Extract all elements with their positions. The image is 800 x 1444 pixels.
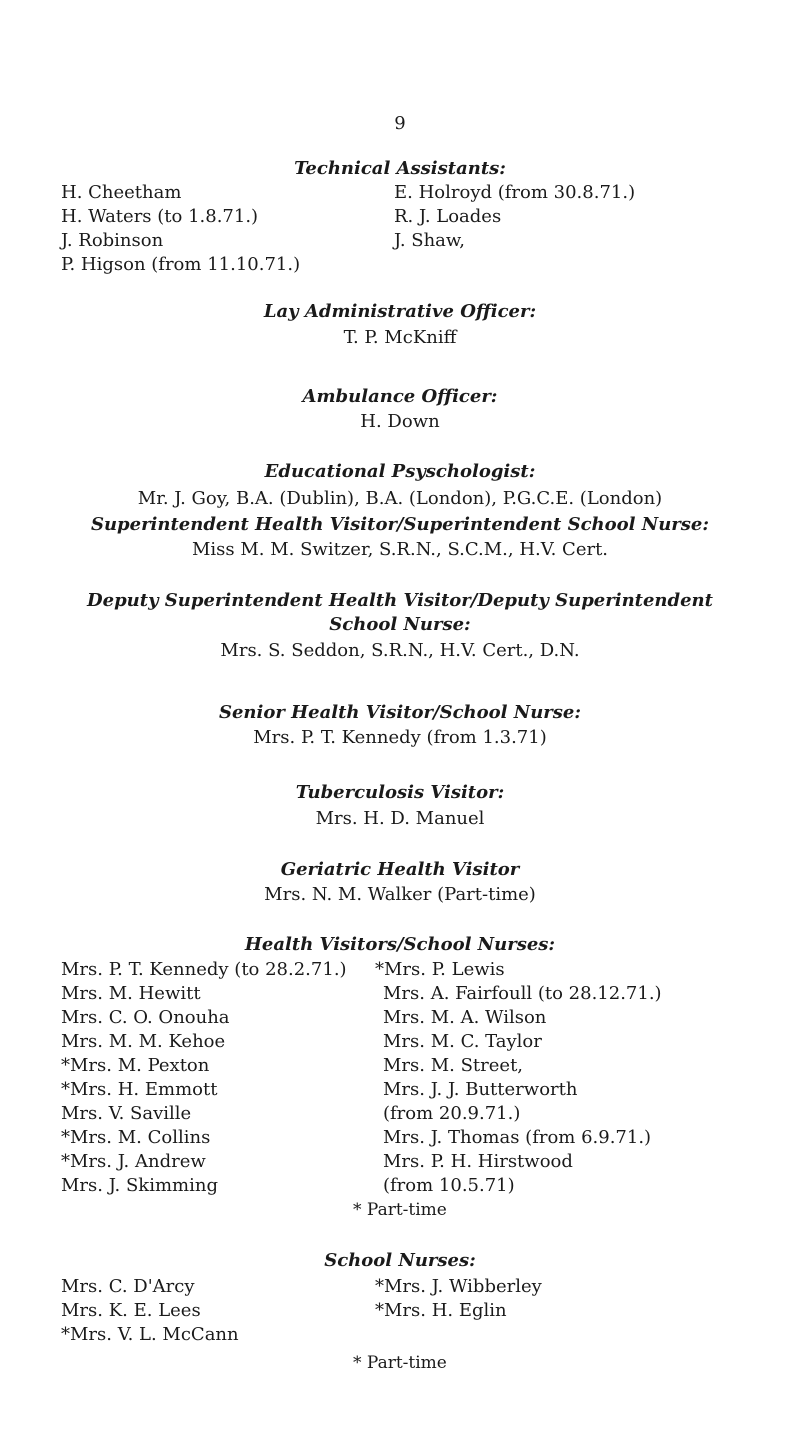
senior-name: Mrs. P. T. Kennedy (from 1.3.71) bbox=[253, 727, 547, 748]
hv-right-item: Mrs. M. C. Taylor bbox=[383, 1031, 542, 1052]
tech-left-item: J. Robinson bbox=[61, 230, 164, 251]
hv-left-item: Mrs. P. T. Kennedy (to 28.2.71.) bbox=[61, 959, 347, 980]
hv-left-item: Mrs. M. M. Kehoe bbox=[61, 1031, 226, 1052]
sn-left-item: *Mrs. V. L. McCann bbox=[61, 1324, 239, 1345]
hv-right-item: *Mrs. P. Lewis bbox=[375, 959, 505, 980]
ambulance-name: H. Down bbox=[360, 411, 440, 432]
sn-part-time-note: * Part-time bbox=[353, 1353, 447, 1373]
superintendent-heading: Superintendent Health Visitor/Superintendent School Nurse: bbox=[90, 514, 710, 535]
tech-left-item: H. Waters (to 1.8.71.) bbox=[61, 206, 259, 227]
health-visitors-heading: Health Visitors/School Nurses: bbox=[244, 934, 556, 955]
hv-left-item: Mrs. V. Saville bbox=[61, 1103, 192, 1124]
geriatric-name: Mrs. N. M. Walker (Part-time) bbox=[264, 884, 536, 905]
hv-right-item: (from 10.5.71) bbox=[383, 1175, 515, 1196]
psychologist-heading: Educational Psyschologist: bbox=[264, 461, 536, 482]
tech-right-item: J. Shaw, bbox=[394, 230, 465, 251]
page-number: 9 bbox=[394, 113, 406, 134]
deputy-heading-line1: Deputy Superintendent Health Visitor/Deputy Superintendent bbox=[87, 590, 713, 611]
hv-right-item: Mrs. A. Fairfoull (to 28.12.71.) bbox=[383, 983, 662, 1004]
tuberculosis-name: Mrs. H. D. Manuel bbox=[315, 808, 485, 829]
hv-right-item: Mrs. M. A. Wilson bbox=[383, 1007, 547, 1028]
sn-right-item: *Mrs. J. Wibberley bbox=[375, 1276, 542, 1297]
hv-left-item: *Mrs. M. Collins bbox=[61, 1127, 211, 1148]
lay-admin-name: T. P. McKniff bbox=[343, 327, 457, 348]
hv-right-item: Mrs. J. Thomas (from 6.9.71.) bbox=[383, 1127, 652, 1148]
hv-left-item: *Mrs. J. Andrew bbox=[61, 1151, 206, 1172]
geriatric-heading: Geriatric Health Visitor bbox=[280, 859, 520, 880]
hv-right-item: Mrs. J. J. Butterworth bbox=[383, 1079, 578, 1100]
hv-left-item: Mrs. J. Skimming bbox=[61, 1175, 218, 1196]
tuberculosis-heading: Tuberculosis Visitor: bbox=[295, 782, 505, 803]
senior-heading: Senior Health Visitor/School Nurse: bbox=[218, 702, 581, 723]
ambulance-heading: Ambulance Officer: bbox=[302, 386, 498, 407]
hv-right-item: (from 20.9.71.) bbox=[383, 1103, 521, 1124]
psychologist-name: Mr. J. Goy, B.A. (Dublin), B.A. (London), P.G.C.E. (London) bbox=[137, 488, 663, 509]
hv-part-time-note: * Part-time bbox=[353, 1200, 447, 1220]
tech-left-item: H. Cheetham bbox=[61, 182, 182, 203]
sn-right-item: *Mrs. H. Eglin bbox=[375, 1300, 507, 1321]
technical-assistants-heading: Technical Assistants: bbox=[294, 158, 506, 179]
lay-admin-heading: Lay Administrative Officer: bbox=[263, 301, 537, 322]
tech-right-item: R. J. Loades bbox=[394, 206, 502, 227]
hv-right-item: Mrs. M. Street, bbox=[383, 1055, 524, 1076]
hv-right-item: Mrs. P. H. Hirstwood bbox=[383, 1151, 573, 1172]
hv-left-item: *Mrs. M. Pexton bbox=[61, 1055, 210, 1076]
deputy-heading-line2: School Nurse: bbox=[329, 614, 471, 635]
superintendent-name: Miss M. M. Switzer, S.R.N., S.C.M., H.V. Cert. bbox=[191, 539, 609, 560]
sn-left-item: Mrs. C. D'Arcy bbox=[61, 1276, 195, 1297]
deputy-name: Mrs. S. Seddon, S.R.N., H.V. Cert., D.N. bbox=[220, 640, 580, 661]
tech-left-item: P. Higson (from 11.10.71.) bbox=[61, 254, 301, 275]
hv-left-item: Mrs. M. Hewitt bbox=[61, 983, 201, 1004]
hv-left-item: *Mrs. H. Emmott bbox=[61, 1079, 218, 1100]
school-nurses-heading: School Nurses: bbox=[324, 1250, 476, 1271]
tech-right-item: E. Holroyd (from 30.8.71.) bbox=[394, 182, 636, 203]
sn-left-item: Mrs. K. E. Lees bbox=[61, 1300, 201, 1321]
hv-left-item: Mrs. C. O. Onouha bbox=[61, 1007, 230, 1028]
